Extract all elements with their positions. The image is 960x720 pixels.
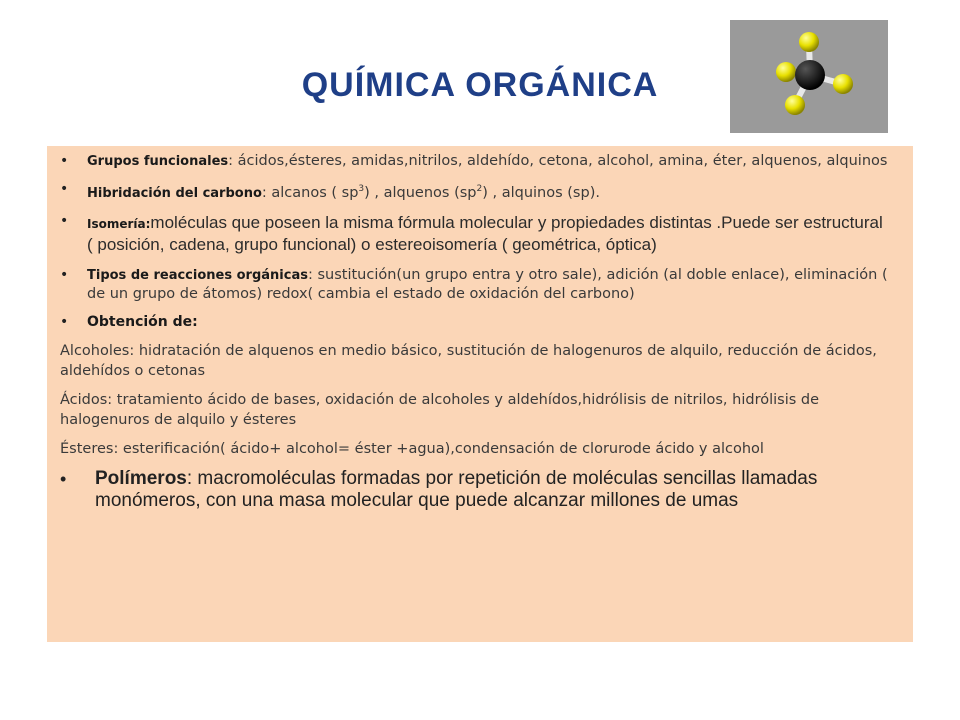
item-label: Polímeros <box>95 467 187 489</box>
item-text: moléculas que poseen la misma fórmula molecular y propiedades distintas .Puede ser estructural ( posición, cadena, grupo funcional) o estereoisomería ( geométrica, óptica) <box>87 212 883 254</box>
item-label: Isomería: <box>87 216 151 231</box>
molecule-image <box>730 20 888 133</box>
item-text: : alcanos ( sp <box>261 184 359 201</box>
list-item-hibridacion <box>60 180 889 203</box>
list-item-grupos-funcionales <box>60 152 889 171</box>
item-text: ) , alquinos (sp). <box>482 184 600 201</box>
item-label: Obtención de: <box>87 313 198 330</box>
page-title: QUÍMICA ORGÁNICA <box>301 66 659 104</box>
list-item-polimeros <box>60 468 889 512</box>
list-item-reacciones <box>60 266 889 304</box>
item-text: : sustitución(un grupo entra y otro sale), adición (al doble enlace), eliminación ( de un grupo de átomos) redox( cambia el estado de oxidación del carbono) <box>87 266 888 302</box>
list-item-obtencion <box>60 313 889 332</box>
superscript: 3 <box>358 184 365 194</box>
superscript: 2 <box>476 184 483 194</box>
methane-molecule-icon <box>730 20 888 133</box>
paragraph-acidos: Ácidos: tratamiento ácido de bases, oxidación de alcoholes y aldehídos,hidrólisis de nitrilos, hidrólisis de halogenuros de alquilo y ésteres <box>60 391 820 428</box>
item-text: : ácidos,ésteres, amidas,nitrilos, aldehído, cetona, alcohol, amina, éter, alquenos, alquinos <box>228 153 888 169</box>
paragraph-esteres: Ésteres: esterificación( ácido+ alcohol= éster +agua),condensación de clorurode ácido y alcohol <box>60 440 764 457</box>
item-label: Grupos funcionales <box>87 154 229 169</box>
list-item-isomeria <box>60 212 889 256</box>
paragraph-alcoholes: Alcoholes: hidratación de alquenos en medio básico, sustitución de halogenuros de alquilo, reducción de ácidos, aldehídos o cetonas <box>60 342 877 379</box>
item-label: Hibridación del carbono <box>87 185 262 201</box>
item-text: : macromoléculas formadas por repetición de moléculas sencillas llamadas monómeros, con una masa molecular que puede alcanzar millones de umas <box>95 467 818 511</box>
content-box <box>47 146 913 642</box>
item-text: ) , alquenos (sp <box>364 184 477 201</box>
item-label: Tipos de reacciones orgánicas <box>87 267 308 283</box>
